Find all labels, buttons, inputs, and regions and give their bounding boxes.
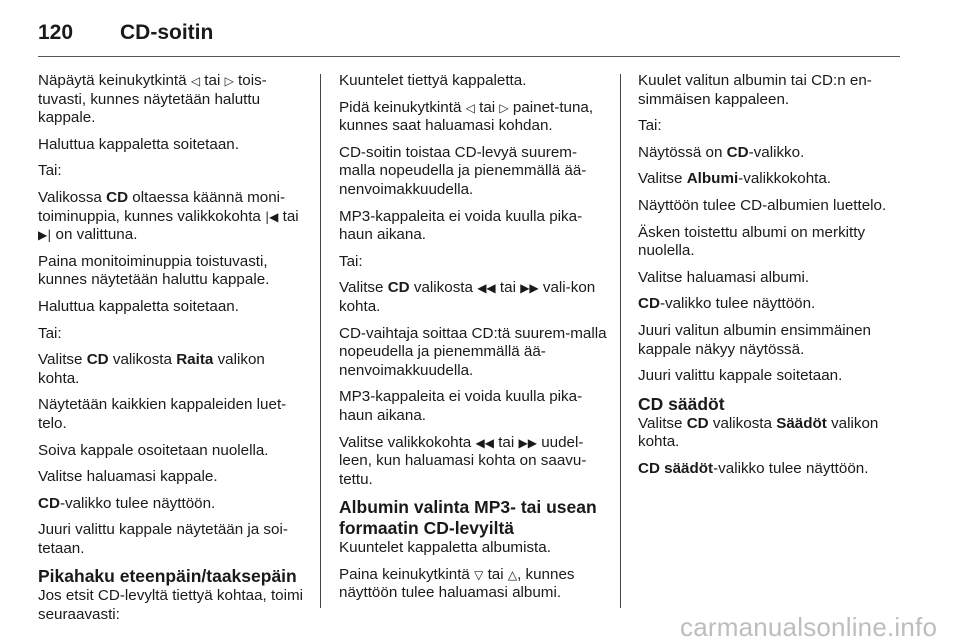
paragraph: Tai:	[38, 162, 62, 180]
paragraph: CD säädöt-valikko tulee näyttöön.	[638, 459, 869, 477]
paragraph: Valitse haluamasi kappale.	[38, 468, 218, 486]
paragraph: Näytössä on CD-valikko.	[638, 143, 805, 161]
paragraph: Paina keinukytkintä ▽ tai △, kunnes näyttöön tulee haluamasi albumi.	[339, 565, 575, 602]
header-rule	[38, 56, 900, 57]
paragraph: Soiva kappale osoitetaan nuolella.	[38, 441, 269, 459]
paragraph: Valitse CD valikosta Säädöt valikon kohta.	[638, 414, 879, 451]
seek-left-icon: ◁	[190, 74, 201, 88]
paragraph: Tai:	[638, 117, 662, 135]
paragraph: Tai:	[339, 252, 363, 270]
page-number: 120	[38, 21, 74, 44]
folder-up-icon: △	[507, 567, 518, 582]
paragraph: Pidä keinukytkintä ◁ tai ▷ painet-tuna, kunnes saat haluamasi kohdan.	[339, 98, 594, 135]
paragraph: Valitse CD valikosta ◀◀ tai ▶▶ vali-kon kohta.	[339, 279, 596, 315]
rewind-icon: ◀◀	[477, 281, 496, 296]
column-3	[638, 72, 900, 487]
paragraph: Valitse haluamasi albumi.	[638, 268, 810, 286]
prev-track-icon: |◀	[265, 209, 279, 224]
page-title: CD-soitin	[120, 21, 214, 44]
column-2	[339, 72, 611, 611]
paragraph: Juuri valittu kappale näytetään ja soi-tetaan.	[38, 521, 288, 557]
paragraph: Valitse CD valikosta Raita valikon kohta.	[38, 351, 265, 387]
column-separator	[620, 74, 621, 608]
paragraph: Näyttöön tulee CD-albumien luettelo.	[638, 196, 887, 214]
section-heading: CD säädöt	[638, 393, 725, 414]
paragraph: Haluttua kappaletta soitetaan.	[38, 135, 239, 153]
paragraph: Jos etsit CD-levyltä tiettyä kohtaa, toimi seuraavasti:	[38, 587, 304, 624]
paragraph: Valikossa CD oltaessa käännä moni-toiminuppia, kunnes valikkokohta |◀ tai ▶| on valittuna.	[38, 188, 299, 244]
rewind-icon: ◀◀	[475, 435, 494, 450]
page-header	[38, 18, 213, 48]
paragraph: Juuri valittu kappale soitetaan.	[638, 367, 843, 385]
column-1	[38, 72, 310, 633]
paragraph: CD-valikko tulee näyttöön.	[638, 295, 816, 313]
seek-right-icon: ▷	[499, 100, 509, 115]
paragraph: Näpäytä keinukytkintä ◁ tai ▷ tois-tuvasti, kunnes näytetään haluttu kappale.	[38, 72, 267, 127]
paragraph: CD-valikko tulee näyttöön.	[38, 494, 216, 512]
next-track-icon: ▶|	[38, 228, 52, 243]
paragraph: MP3-kappaleita ei voida kuulla pika-haun aikana.	[339, 388, 583, 424]
section-heading: Pikahaku eteenpäin/taaksepäin	[38, 566, 297, 587]
paragraph: Haluttua kappaletta soitetaan.	[38, 297, 239, 315]
paragraph: Kuulet valitun albumin tai CD:n en-simmäisen kappaleen.	[638, 72, 872, 108]
section-heading: Albumin valinta MP3- tai usean formaatin CD-levyiltä	[339, 497, 597, 539]
paragraph: CD-vaihtaja soittaa CD:tä suurem-malla nopeudella ja pienemmällä ää-nenvoimakkuudella.	[339, 324, 607, 379]
column-separator	[320, 74, 321, 608]
seek-right-icon: ▷	[224, 74, 234, 88]
paragraph: Valitse Albumi-valikkokohta.	[638, 170, 832, 188]
paragraph: Näytetään kaikkien kappaleiden luet-telo.	[38, 396, 287, 432]
watermark: carmanualsonline.info	[680, 612, 938, 642]
paragraph: CD-soitin toistaa CD-levyä suurem-malla nopeudella ja pienemmällä ää-nenvoimakkuudella.	[339, 143, 587, 198]
paragraph: MP3-kappaleita ei voida kuulla pika-haun aikana.	[339, 207, 583, 244]
fast-forward-icon: ▶▶	[518, 435, 537, 450]
paragraph: Paina monitoiminuppia toistuvasti, kunnes näytetään haluttu kappale.	[38, 252, 270, 289]
paragraph: Kuuntelet tiettyä kappaletta.	[339, 72, 527, 89]
paragraph: Tai:	[38, 324, 62, 342]
folder-down-icon: ▽	[474, 567, 484, 582]
fast-forward-icon: ▶▶	[520, 281, 539, 296]
paragraph: Äsken toistettu albumi on merkitty nuolella.	[638, 223, 866, 260]
paragraph: Valitse valikkokohta ◀◀ tai ▶▶ uudel-leen, kun haluamasi kohta on saavu-tettu.	[339, 433, 587, 488]
paragraph: Juuri valitun albumin ensimmäinen kappale näkyy näytössä.	[638, 321, 871, 358]
seek-left-icon: ◁	[465, 100, 475, 115]
paragraph: Kuuntelet kappaletta albumista.	[339, 539, 551, 557]
